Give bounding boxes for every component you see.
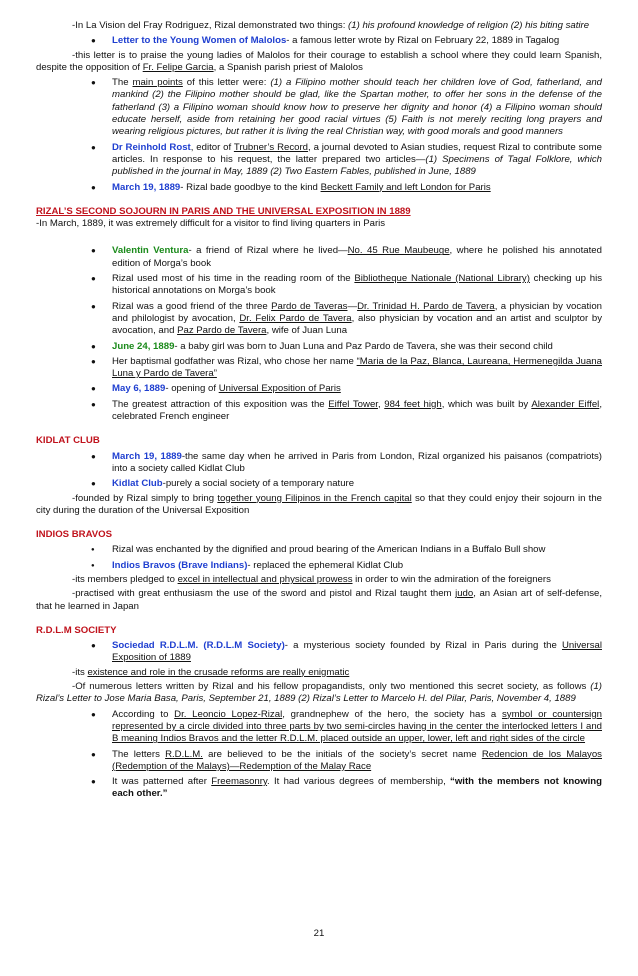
text: , editor of bbox=[190, 141, 234, 153]
text: -purely a social society of a temporary nature bbox=[162, 478, 355, 490]
underlined-text: “Maria de la Paz, Blanca, Laureana, Hermenegilda Juana Luna y Pardo de Tavera” bbox=[112, 355, 602, 380]
highlight-date: March 19, 1889 bbox=[112, 450, 182, 462]
underlined-text: existence and role in the crusade reforms are really enigmatic bbox=[87, 666, 350, 678]
text: in order to win the admiration of the foreigners bbox=[352, 573, 551, 585]
underlined-text: excel in intellectual and physical prowess bbox=[177, 573, 353, 585]
bullet-baptismal-godfather bbox=[36, 356, 602, 381]
underlined-text: Fr. Felipe Garcia bbox=[142, 61, 214, 73]
bullet-sociedad-rdlm bbox=[36, 640, 602, 665]
bullet-march-19 bbox=[36, 182, 602, 194]
text-italic: (1) his profound knowledge of religion (2) his biting satire bbox=[348, 20, 590, 31]
text: , grandnephew of the hero, the society has a bbox=[282, 708, 502, 720]
paragraph-existence bbox=[36, 667, 602, 679]
text: The bbox=[112, 77, 133, 89]
underlined-text: Eiffel Tower bbox=[328, 398, 378, 410]
text: -Of numerous letters written by Rizal and his fellow propagandists, only two mentioned this secret society, as follows bbox=[72, 681, 591, 693]
highlight-date: June 24, 1889 bbox=[112, 340, 175, 352]
text: , a journal devoted to Asian studies, request Rizal to contribute some articles. In response to his request, the latter prepared two articles— bbox=[112, 141, 602, 165]
bold-quote: “with the members not knowing each other.” bbox=[112, 776, 602, 800]
text: It was patterned after bbox=[112, 776, 212, 788]
underlined-text: main points bbox=[132, 77, 183, 89]
underlined-text: Universal Exposition of Paris bbox=[218, 383, 341, 395]
highlight-title: Dr Reinhold Rost bbox=[112, 141, 191, 153]
section-heading-indios-bravos: INDIOS BRAVOS bbox=[36, 529, 113, 541]
text: The letters bbox=[112, 748, 166, 760]
text: . It had various degrees of membership, bbox=[267, 776, 451, 788]
text: , where he polished his annotated edition of Morga’s book bbox=[112, 245, 602, 269]
highlight-name: Valentin Ventura bbox=[112, 245, 189, 257]
underlined-text: Pardo de Taveras bbox=[271, 300, 348, 312]
text: , a physician by vocation and philologist by avocation, bbox=[112, 300, 602, 324]
underlined-text: Beckett Family and left London for Paris bbox=[320, 181, 491, 193]
text: - Rizal bade goodbye to the kind bbox=[180, 181, 321, 193]
paragraph-practised bbox=[36, 588, 602, 613]
underlined-text: Alexander Eiffel bbox=[531, 398, 600, 410]
bullet-reinhold-rost bbox=[36, 142, 602, 179]
underlined-text: judo bbox=[455, 588, 474, 600]
paragraph-members-pledged bbox=[36, 574, 602, 586]
text: -this letter is to praise the young ladies of Malolos for their courage to establish a school where they could learn Spanish, despite the opposition of bbox=[36, 49, 602, 73]
highlight-name: Sociedad R.D.L.M. (R.D.L.M Society) bbox=[112, 640, 285, 652]
text: -its bbox=[72, 666, 88, 678]
underlined-text: R.D.L.M. bbox=[165, 748, 203, 760]
text: checking up his historical annotations on Morga’s book bbox=[112, 273, 602, 297]
highlight-name: Kidlat Club bbox=[112, 478, 163, 490]
text: -practised with great enthusiasm the use of the sword and pistol and Rizal taught them bbox=[72, 588, 456, 600]
text: -its members pledged to bbox=[72, 573, 178, 585]
section-heading-kidlat-club: KIDLAT CLUB bbox=[36, 435, 100, 447]
underlined-text: Freemasonry bbox=[211, 776, 268, 788]
text: -the same day when he arrived in Paris from London, Rizal organized his paisanos (compatriots) into a society called Kidlat Club bbox=[112, 450, 602, 474]
section-heading-paris: RIZAL’S SECOND SOJOURN IN PARIS AND THE UNIVERSAL EXPOSITION IN 1889 bbox=[36, 205, 411, 217]
bullet-bibliotheque bbox=[36, 273, 602, 298]
underlined-text: Dr. Leoncio Lopez-Rizal bbox=[174, 708, 283, 720]
paragraph-letters bbox=[36, 681, 602, 706]
text: - a baby girl was born to Juan Luna and Paz Pardo de Tavera, she was their second child bbox=[174, 340, 553, 352]
paragraph-la-vision bbox=[36, 20, 602, 32]
text: , wife of Juan Luna bbox=[266, 325, 348, 337]
paragraph-founded bbox=[36, 493, 602, 518]
bullet-rdlm-letters bbox=[36, 749, 602, 774]
bullet-lopez-rizal bbox=[36, 709, 602, 746]
underlined-text: Paz Pardo de Tavera bbox=[177, 325, 267, 337]
text: , also physician by vocation and an artist and sculptor by avocation, and bbox=[112, 312, 602, 337]
bullet-pardo-de-taveras bbox=[36, 301, 602, 338]
text: According to bbox=[112, 708, 175, 720]
text: , bbox=[377, 398, 385, 410]
text-italic: (1) a Filipino mother should teach her children love of God, fatherland, and mankind (2) the Filipino mother should be glad, like the Spartan mother, to offer her sons in the defense of the fatherland (3) a Filipino woman should know how to preserve her dignity and honor (4) a Filipino woman should educate herself, aside from retaining her good racial virtues (5) Faith is not merely reciting long prayers and wearing religious pictures, but rather it is living the real Christian way, with good morals and good manners bbox=[112, 77, 603, 138]
text: -In La Vision del Fray Rodriguez, Rizal demonstrated two things: bbox=[72, 20, 349, 31]
underlined-text: Dr. Trinidad H. Pardo de Tavera bbox=[357, 300, 495, 312]
text: Rizal used most of his time in the reading room of the bbox=[112, 273, 355, 285]
underlined-text: Dr. Felix Pardo de Tavera bbox=[239, 312, 352, 324]
text: , celebrated French engineer bbox=[112, 398, 602, 423]
text: - opening of bbox=[165, 383, 219, 395]
bullet-main-points bbox=[36, 77, 602, 138]
text: , a Spanish parish priest of Malolos bbox=[213, 61, 363, 73]
bullet-may-6 bbox=[36, 383, 602, 395]
bullet-eiffel-tower bbox=[36, 399, 602, 424]
underlined-text: together young Filipinos in the French capital bbox=[217, 492, 412, 504]
highlight-name: Indios Bravos (Brave Indians) bbox=[112, 559, 248, 571]
highlight-date: March 19, 1889 bbox=[112, 181, 181, 193]
bullet-june-24 bbox=[36, 341, 602, 353]
text: The greatest attraction of this exposition was the bbox=[112, 398, 329, 410]
text: - a famous letter wrote by Rizal on February 22, 1889 in Tagalog bbox=[286, 35, 560, 47]
underlined-text: Redencion de los Malayos (Redemption of the Malays)—Redemption of the Malay Race bbox=[112, 748, 602, 772]
bullet-kidlat-club bbox=[36, 478, 602, 490]
underlined-text: symbol or countersign represented by a circle divided into three parts by two semi-circles having in the center the interlocked letters I and B meaning Indios Bravos and the letter R.D.L.M. placed outside an upper, lower, left and right sides of the circle bbox=[112, 708, 602, 745]
text: are believed to be the initials of the society’s secret name bbox=[202, 748, 482, 760]
underlined-text: 984 feet high bbox=[384, 398, 442, 410]
document-page bbox=[36, 20, 602, 803]
bullet-valentin-ventura bbox=[36, 245, 602, 270]
text: - a mysterious society founded by Rizal in Paris during the bbox=[284, 640, 562, 652]
paragraph-march-1889: -In March, 1889, it was extremely difficult for a visitor to find living quarters in Paris bbox=[36, 218, 386, 230]
page-number: 21 bbox=[313, 928, 325, 939]
highlight-date: May 6, 1889 bbox=[112, 383, 166, 395]
text-italic: (1) Specimens of Tagal Folklore, which published in the journal in May, 1889 (2) Two Eastern Fables, published in June, 1889 bbox=[112, 153, 602, 178]
underlined-text: Bibliotheque Nationale (National Library) bbox=[354, 273, 530, 285]
text: , an Asian art of self-defense, that he learned in Japan bbox=[36, 588, 603, 612]
text: - a friend of Rizal where he lived— bbox=[188, 245, 348, 257]
text: Her baptismal godfather was Rizal, who chose her name bbox=[112, 355, 357, 367]
section-heading-rdlm-society: R.D.L.M SOCIETY bbox=[36, 624, 117, 636]
bullet-buffalo-bull: ● Rizal was enchanted by the dignified and proud bearing of the American Indians in a Buffalo Bull show bbox=[36, 544, 602, 556]
spacer bbox=[36, 232, 602, 242]
text: -founded by Rizal simply to bring bbox=[72, 492, 218, 504]
paragraph-praise bbox=[36, 50, 602, 75]
bullet-kidlat-founded bbox=[36, 451, 602, 476]
text-italic: (1) Rizal’s Letter to Jose Maria Basa, Paris, September 21, 1889 (2) Rizal’s Letter to Marcelo H. del Pilar, Paris, November 4, 1889 bbox=[36, 681, 602, 705]
text: of this letter were: bbox=[182, 77, 271, 89]
text: - replaced the ephemeral Kidlat Club bbox=[247, 559, 404, 571]
underlined-text: Trubner’s Record bbox=[233, 141, 309, 153]
bullet-indios-bravos bbox=[36, 560, 602, 572]
text: , which was built by bbox=[441, 398, 532, 410]
bullet-freemasonry bbox=[36, 776, 602, 801]
text: — bbox=[347, 300, 358, 312]
highlight-title: Letter to the Young Women of Malolos bbox=[112, 35, 287, 47]
text: so that they could enjoy their sojourn in the city during the duration of the Universal Exposition bbox=[36, 492, 603, 516]
text: Rizal was a good friend of the three bbox=[112, 300, 272, 312]
underlined-text: No. 45 Rue Maubeuge bbox=[347, 245, 450, 257]
underlined-text: Universal Exposition of 1889 bbox=[112, 640, 602, 664]
bullet-letter-malolos bbox=[36, 35, 602, 47]
